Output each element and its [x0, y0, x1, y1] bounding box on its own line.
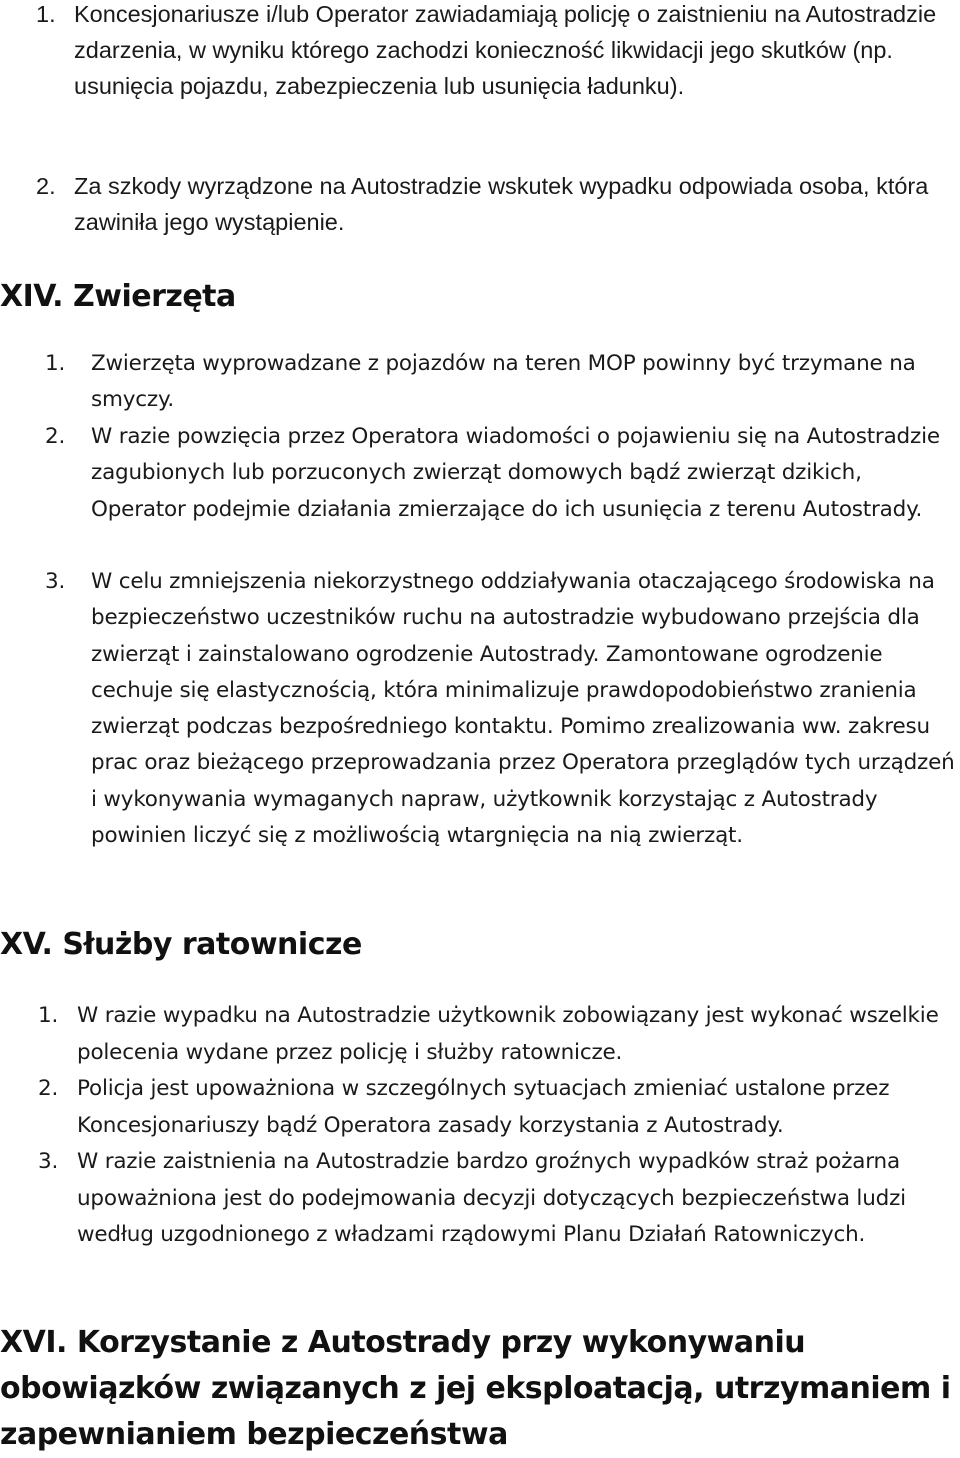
list-item: [0, 564, 960, 854]
list-item: [36, 0, 954, 104]
list-item: [36, 168, 954, 240]
list-item-text: W razie zaistnienia na Autostradzie bardzo groźnych wypadków straż pożarna upoważniona jest do podejmowania decyzji dotyczących bezpieczeństwa ludzi według uzgodnionego z władzami rządowymi Planu Działań Ratowniczych.: [77, 1149, 906, 1247]
list-item-text: W razie powzięcia przez Operatora wiadomości o pojawieniu się na Autostradzie zagubionych lub porzuconych zwierząt domowych bądź zwierząt dzikich, Operator podejmie działania zmierzające do ich usunięcia z terenu Autostrady.: [91, 424, 940, 522]
section-heading-xv: XV. Służby ratownicze: [0, 927, 362, 962]
list-item-text: Policja jest upoważniona w szczególnych sytuacjach zmieniać ustalone przez Koncesjonariuszy bądź Operatora zasady korzystania z Autostrady.: [77, 1076, 890, 1138]
list-item-number: 1.: [38, 1003, 59, 1028]
list-item: [0, 998, 957, 1071]
list-item-number: 2.: [36, 173, 56, 199]
list-item: [0, 1071, 957, 1144]
list-item: [0, 346, 960, 419]
list-item-text: W razie wypadku na Autostradzie użytkownik zobowiązany jest wykonać wszelkie polecenia wydane przez policję i służby ratownicze.: [77, 1003, 939, 1065]
list-item-text: Za szkody wyrządzone na Autostradzie wskutek wypadku odpowiada osoba, która zawiniła jego wystąpienie.: [74, 173, 929, 235]
list-item-number: 3.: [38, 1149, 59, 1174]
list-item-text: Zwierzęta wyprowadzane z pojazdów na teren MOP powinny być trzymane na smyczy.: [91, 351, 916, 413]
list-item-number: 2.: [45, 424, 66, 449]
list-item-text: W celu zmniejszenia niekorzystnego oddziaływania otaczającego środowiska na bezpieczeństwo uczestników ruchu na autostradzie wybudowano przejścia dla zwierząt i zainstalowano ogrodzenie Autostrady. Zamontowane ogrodzenie cechuje się elastycznością, która minimalizuje prawdopodobieństwo zranienia zwierząt podczas bezpośredniego kontaktu. Pomimo zrealizowania ww. zakresu prac oraz bieżącego przeprowadzania przez Operatora przeglądów tych urządzeń i wykonywania wymaganych napraw, użytkownik korzystając z Autostrady powinien liczyć się z możliwością wtargnięcia na nią zwierząt.: [91, 569, 955, 849]
list-item: [0, 1144, 957, 1254]
list-item-number: 2.: [38, 1076, 59, 1101]
list-item: [0, 419, 960, 528]
list-item-number: 1.: [36, 1, 56, 27]
section-heading-xiv: XIV. Zwierzęta: [0, 279, 236, 314]
list-item-number: 1.: [45, 351, 66, 376]
list-item-text: Koncesjonariusze i/lub Operator zawiadamiają policję o zaistnieniu na Autostradzie zdarzenia, w wyniku którego zachodzi konieczność likwidacji jego skutków (np. usunięcia pojazdu, zabezpieczenia lub usunięcia ładunku).: [74, 1, 937, 99]
list-item-number: 3.: [45, 569, 66, 594]
section-heading-xvi: XVI. Korzystanie z Autostrady przy wykonywaniu obowiązków związanych z jej eksploatacją, utrzymaniem i zapewnianiem bezpieczeństwa: [0, 1325, 951, 1452]
